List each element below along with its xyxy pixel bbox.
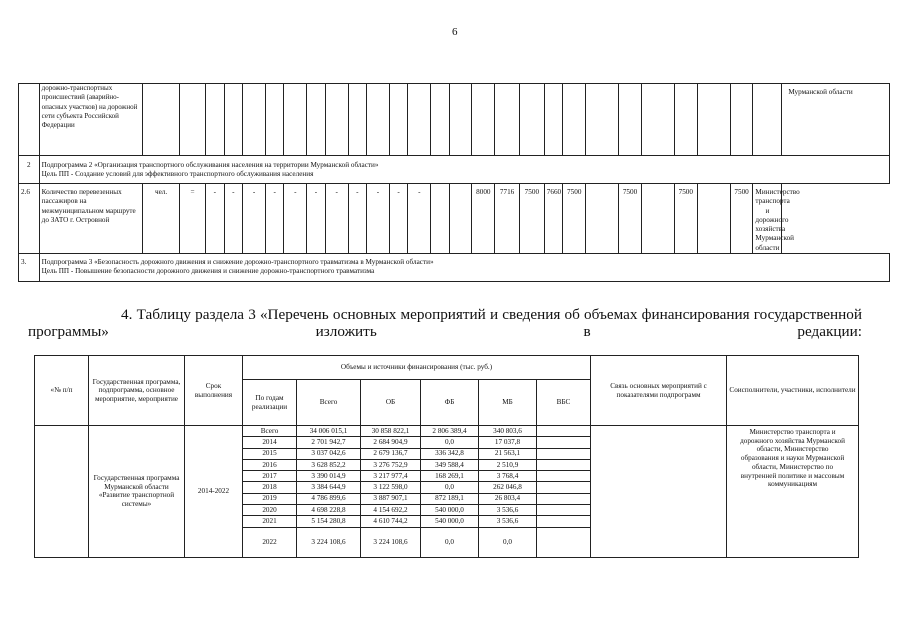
year-cell: 2018 xyxy=(243,482,297,493)
header-ob: ОБ xyxy=(361,380,421,426)
year-cell: 2014 xyxy=(243,437,297,448)
header-mb: МБ xyxy=(479,380,537,426)
fb-cell: 0,0 xyxy=(421,527,479,557)
section-paragraph: 4. Таблицу раздела 3 «Перечень основных мероприятий и сведения об объемах финансирования государственной программы» изложить в редакции: xyxy=(28,306,862,340)
mb-cell: 0,0 xyxy=(479,527,537,557)
year-cell: Всего xyxy=(243,426,297,437)
value-cell: 7716 xyxy=(495,184,520,254)
year-cell: 2017 xyxy=(243,471,297,482)
fb-cell: 168 269,1 xyxy=(421,471,479,482)
year-cell: 2020 xyxy=(243,505,297,516)
mb-cell: 3 536,6 xyxy=(479,516,537,527)
value-cell: 7660 xyxy=(544,184,563,254)
mb-cell: 21 563,1 xyxy=(479,448,537,459)
header-term: Срок выполнения xyxy=(185,356,243,426)
header-by-year: По годам реализации xyxy=(243,380,297,426)
fb-cell: 540 000,0 xyxy=(421,505,479,516)
row-number: 2.6 xyxy=(19,184,40,254)
executors-cell: Министерство транспорта и дорожного хозяйства Мурманской области, Министерство образования и науки Мурманской области, Министерство по внутренней политике и массовым коммуникациям xyxy=(727,426,859,558)
value-cell xyxy=(641,184,674,254)
table-row xyxy=(19,184,890,254)
value-cell xyxy=(697,184,730,254)
ob-cell: 3 122 598,0 xyxy=(361,482,421,493)
mb-cell: 17 037,8 xyxy=(479,437,537,448)
subprogram-title: Подпрограмма 2 «Организация транспортного обслуживания населения на территории Мурманской области» xyxy=(41,161,379,169)
value-cell: 8000 xyxy=(472,184,495,254)
ob-cell: 3 887 907,1 xyxy=(361,493,421,504)
value-cell: - xyxy=(243,184,266,254)
value-cell: - xyxy=(408,184,431,254)
mb-cell: 26 803,4 xyxy=(479,493,537,504)
header-funding: Объемы и источники финансирования (тыс. руб.) xyxy=(243,356,591,380)
ob-cell: 2 684 904,9 xyxy=(361,437,421,448)
ob-cell: 30 858 822,1 xyxy=(361,426,421,437)
total-cell: 4 786 899,6 xyxy=(297,493,361,504)
table-row xyxy=(19,254,890,282)
total-cell: 3 628 852,2 xyxy=(297,459,361,470)
mb-cell: 340 803,6 xyxy=(479,426,537,437)
header-program: Государственная программа, подпрограмма, основное мероприятие, мероприятие xyxy=(89,356,185,426)
value-cell: - xyxy=(205,184,224,254)
value-cell xyxy=(586,184,619,254)
financing-table xyxy=(34,355,859,558)
ob-cell: 4 610 744,2 xyxy=(361,516,421,527)
direction-cell: = xyxy=(180,184,206,254)
header-total: Всего xyxy=(297,380,361,426)
total-cell: 3 384 644,9 xyxy=(297,482,361,493)
subprogram-title: Подпрограмма 3 «Безопасность дорожного движения и снижение дорожно-транспортного травматизма в Мурманской области» xyxy=(41,258,434,267)
value-cell: 7500 xyxy=(519,184,544,254)
value-cell: - xyxy=(348,184,367,254)
value-cell: - xyxy=(284,184,307,254)
total-cell: 3 224 108,6 xyxy=(297,527,361,557)
header-fb: ФБ xyxy=(421,380,479,426)
fb-cell: 336 342,8 xyxy=(421,448,479,459)
header-vbs: ВБС xyxy=(537,380,591,426)
unit-cell: чел. xyxy=(142,184,179,254)
value-cell: - xyxy=(307,184,326,254)
header-num: «№ п/п xyxy=(35,356,89,426)
subprogram-goal: Цель ПП - Создание условий для эффективного транспортного обслуживания населения xyxy=(41,170,314,179)
ob-cell: 4 154 692,2 xyxy=(361,505,421,516)
value-cell: - xyxy=(367,184,390,254)
year-cell: 2015 xyxy=(243,448,297,459)
fb-cell: 0,0 xyxy=(421,482,479,493)
value-cell: 7500 xyxy=(563,184,586,254)
mb-cell: 3 536,6 xyxy=(479,505,537,516)
total-cell: 3 037 042,6 xyxy=(297,448,361,459)
value-cell: - xyxy=(224,184,243,254)
ob-cell: 3 217 977,4 xyxy=(361,471,421,482)
total-cell: 5 154 280,8 xyxy=(297,516,361,527)
program-name: Государственная программа Мурманской области «Развитие транспортной системы» xyxy=(89,426,185,558)
responsible-cell: Мурманской области xyxy=(782,84,890,156)
value-cell: 7500 xyxy=(619,184,642,254)
ob-cell: 2 679 136,7 xyxy=(361,448,421,459)
table-row xyxy=(19,84,890,156)
ob-cell: 3 276 752,9 xyxy=(361,459,421,470)
responsible-cell: Министерство транспорта и дорожного хозяйства Мурманской области xyxy=(753,184,782,254)
row-number: 3. xyxy=(19,254,40,282)
total-cell: 2 701 942,7 xyxy=(297,437,361,448)
table-row xyxy=(19,156,890,184)
value-cell: - xyxy=(265,184,284,254)
header-executors: Соисполнители, участники, исполнители xyxy=(727,356,859,426)
fb-cell: 0,0 xyxy=(421,437,479,448)
fb-cell: 540 000,0 xyxy=(421,516,479,527)
value-cell: - xyxy=(325,184,348,254)
year-cell: 2022 xyxy=(243,527,297,557)
value-cell: 7500 xyxy=(730,184,753,254)
row-number: 2 xyxy=(19,156,40,184)
ob-cell: 3 224 108,6 xyxy=(361,527,421,557)
year-cell: 2016 xyxy=(243,459,297,470)
indicator-name: дорожно-транспортных происшествий (аварийно-опасных участков) на дорожной сети субъекта Российской Федерации xyxy=(39,84,142,156)
row-number xyxy=(19,84,40,156)
value-cell: - xyxy=(389,184,408,254)
year-cell: 2019 xyxy=(243,493,297,504)
fb-cell: 349 588,4 xyxy=(421,459,479,470)
fb-cell: 872 189,1 xyxy=(421,493,479,504)
subprogram-goal: Цель ПП - Повышение безопасности дорожного движения и снижение дорожно-транспортного травматизма xyxy=(41,267,375,276)
mb-cell: 2 510,9 xyxy=(479,459,537,470)
header-row xyxy=(35,356,859,380)
term-value: 2014-2022 xyxy=(185,426,243,558)
mb-cell: 3 768,4 xyxy=(479,471,537,482)
total-cell: 34 006 015,1 xyxy=(297,426,361,437)
page-number: 6 xyxy=(452,26,458,38)
total-cell: 3 390 014,9 xyxy=(297,471,361,482)
mb-cell: 262 046,8 xyxy=(479,482,537,493)
indicators-table xyxy=(18,83,890,282)
value-cell: 7500 xyxy=(674,184,697,254)
header-link: Связь основных мероприятий с показателями подпрограмм xyxy=(591,356,727,426)
table-row xyxy=(35,426,859,437)
year-cell: 2021 xyxy=(243,516,297,527)
indicator-name: Количество перевезенных пассажиров на межмуниципальном маршруте до ЗАТО г. Островной xyxy=(39,184,142,254)
fb-cell: 2 806 389,4 xyxy=(421,426,479,437)
total-cell: 4 698 228,8 xyxy=(297,505,361,516)
